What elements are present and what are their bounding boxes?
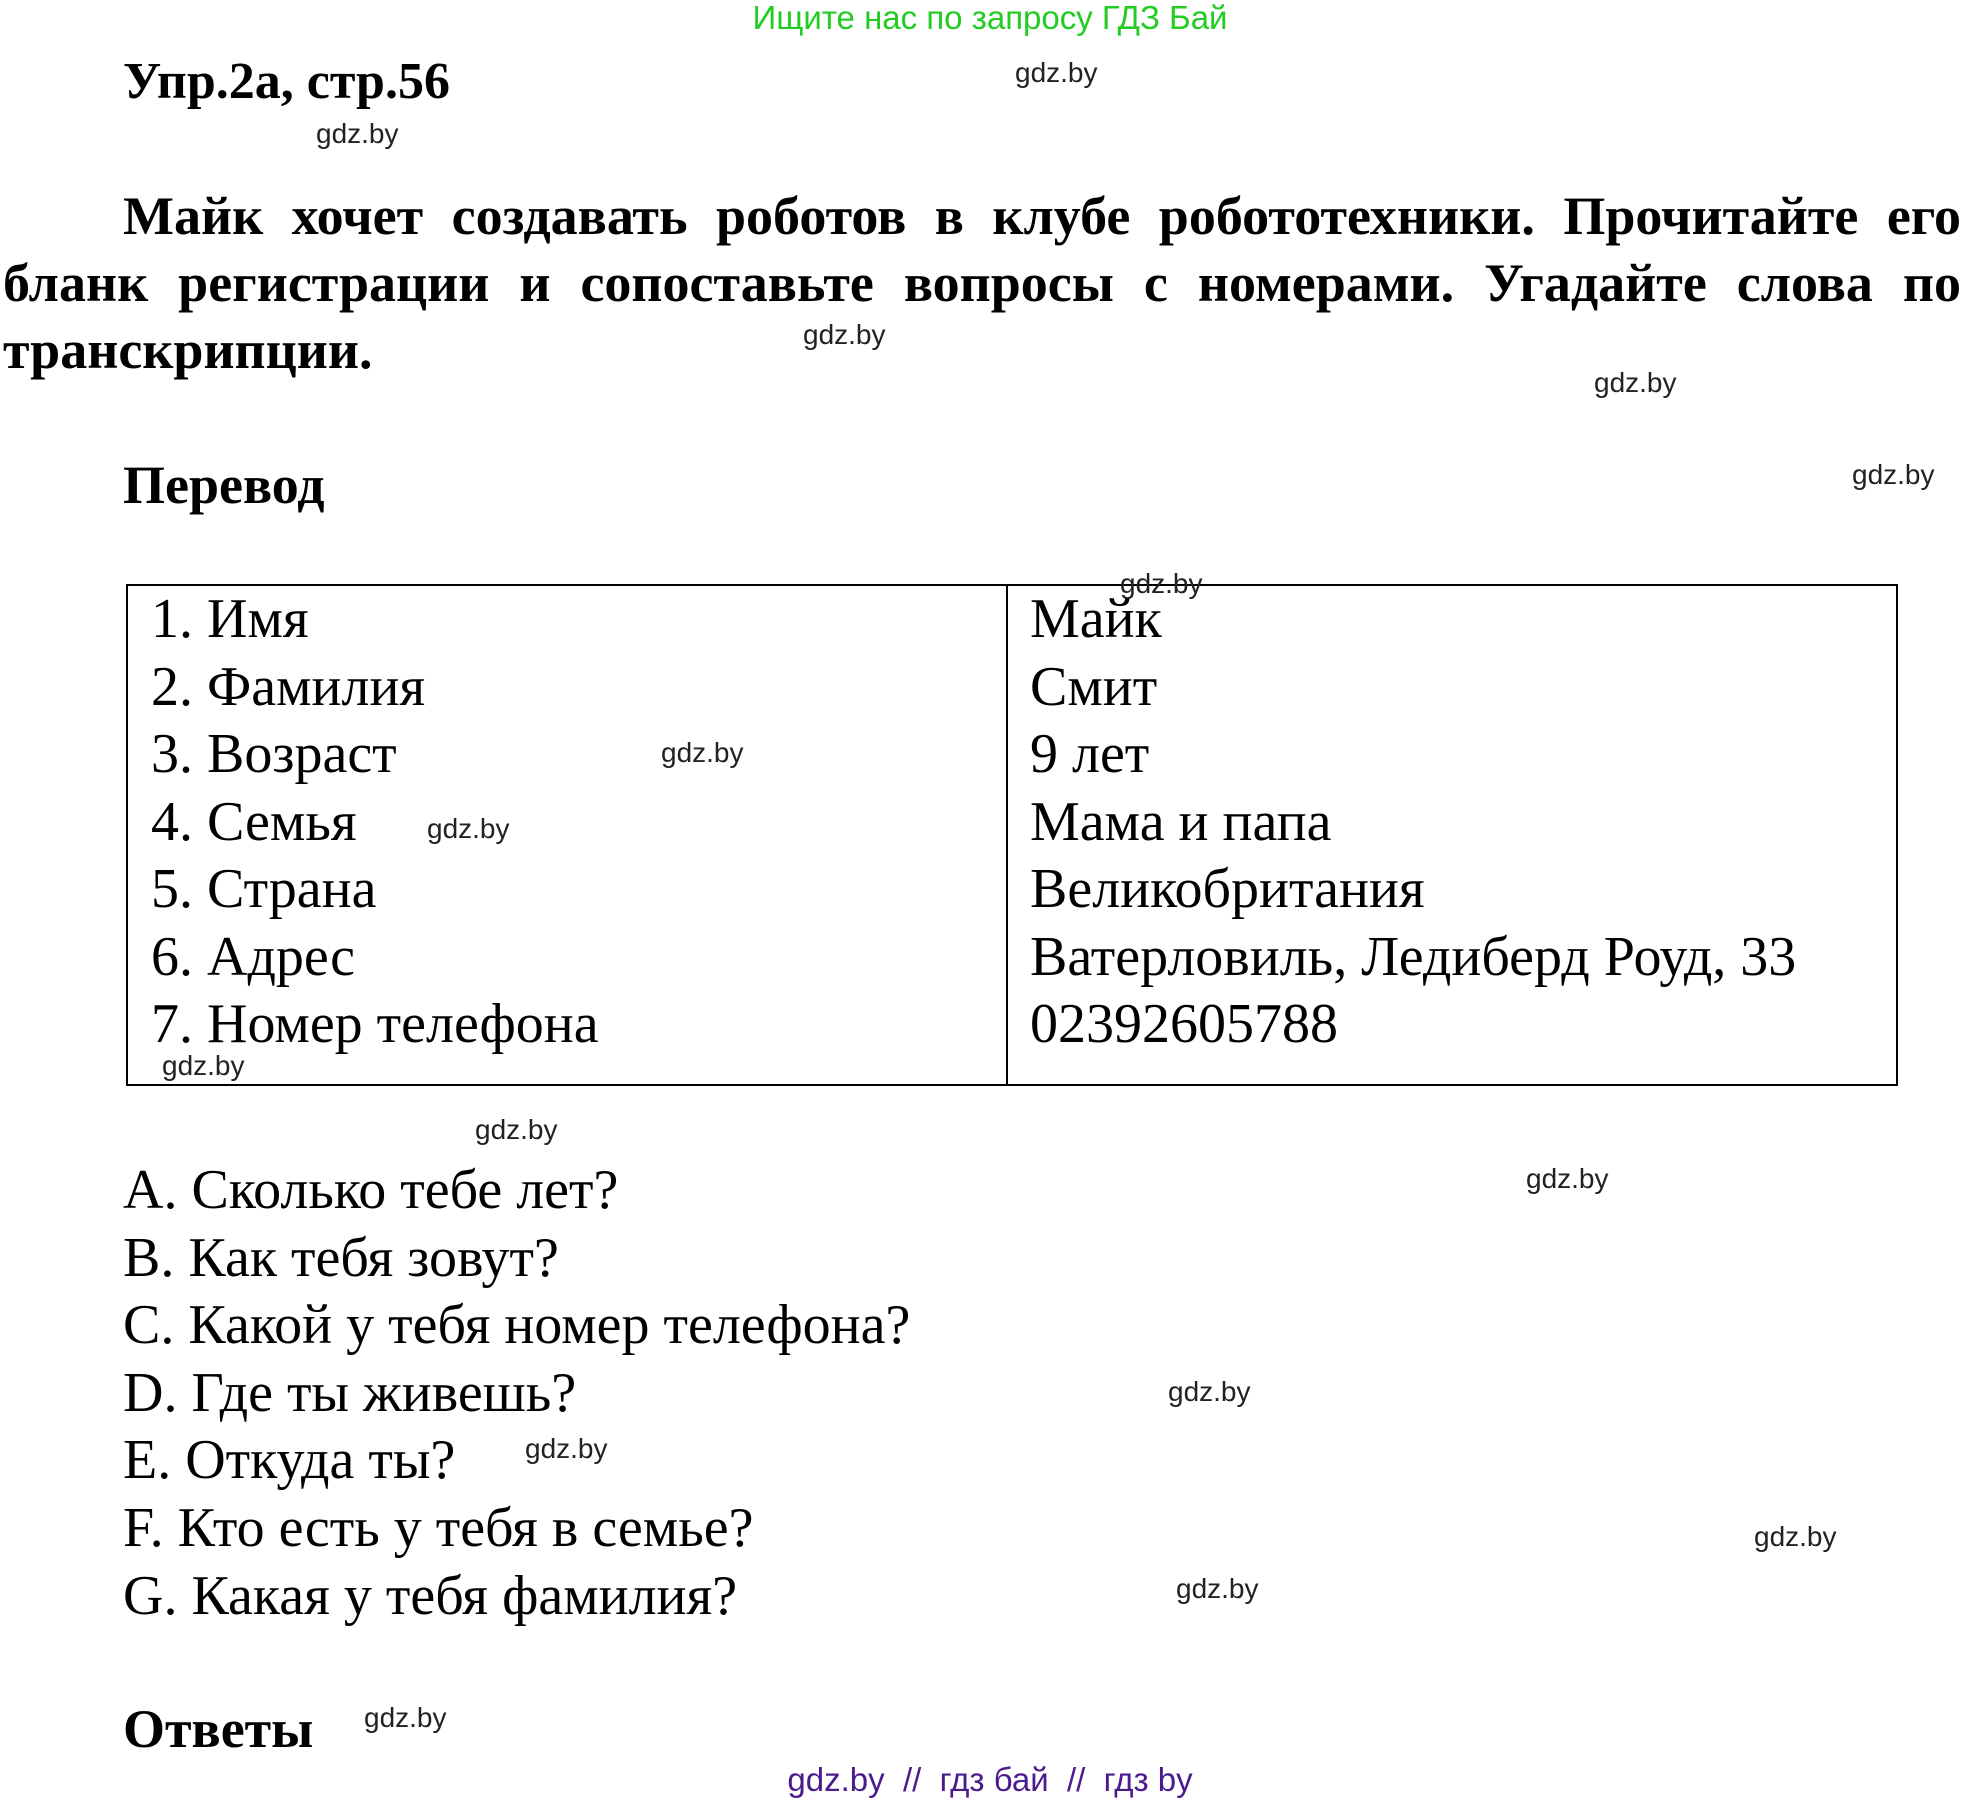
watermark: gdz.by — [661, 737, 744, 768]
form-values-column — [1007, 585, 1897, 1085]
watermark: gdz.by — [803, 319, 886, 350]
form-value: Великобритания — [1030, 858, 1425, 920]
watermark: gdz.by — [1168, 1376, 1251, 1407]
exercise-title: Упр.2а, стр.56 — [123, 53, 450, 110]
top-banner-link[interactable]: Ищите нас по запросу ГДЗ Бай — [752, 0, 1228, 36]
translation-heading: Перевод — [123, 455, 325, 515]
form-fields-column — [127, 585, 1007, 1085]
watermark: gdz.by — [475, 1114, 558, 1145]
form-value: Майк — [1030, 588, 1162, 650]
form-field: 7. Номер телефона — [151, 993, 599, 1055]
watermark: gdz.by — [1176, 1573, 1259, 1604]
watermark: gdz.by — [316, 118, 399, 149]
question-item: A. Сколько тебе лет? — [123, 1159, 619, 1221]
question-item: D. Где ты живешь? — [123, 1361, 577, 1424]
question-item: E. Откуда ты? — [123, 1429, 456, 1492]
watermark: gdz.by — [162, 1050, 245, 1081]
question-item: B. Как тебя зовут? — [123, 1226, 559, 1289]
form-value: 9 лет — [1030, 723, 1150, 785]
watermark: gdz.by — [427, 813, 510, 844]
watermark: gdz.by — [1015, 57, 1098, 88]
watermark: gdz.by — [1852, 459, 1935, 490]
form-field: 4. Семья — [151, 790, 357, 853]
answers-heading: Ответы — [123, 1699, 314, 1759]
exercise-instruction: Майк хочет создавать роботов в клубе робототехники. Прочитайте его бланк регистрации и сопоставьте вопросы с номерами. Угадайте слова по транскрипции. — [3, 186, 1961, 380]
form-value: Мама и папа — [1030, 790, 1332, 853]
form-field: 6. Адрес — [151, 925, 356, 988]
watermark: gdz.by — [1754, 1521, 1837, 1552]
form-field: 2. Фамилия — [151, 655, 426, 718]
form-value: Ватерловиль, Ледиберд Роуд, 33 — [1030, 925, 1797, 988]
question-item: F. Кто есть у тебя в семье? — [123, 1496, 754, 1559]
bottom-banner-link[interactable]: gdz.by // гдз бай // гдз by — [787, 1761, 1193, 1798]
question-item: C. Какой у тебя номер телефона? — [123, 1294, 911, 1357]
questions-list — [123, 1157, 910, 1630]
watermark: gdz.by — [1526, 1163, 1609, 1194]
watermark: gdz.by — [364, 1702, 447, 1733]
form-field: 1. Имя — [151, 588, 309, 650]
form-field: 5. Страна — [151, 858, 377, 920]
watermark: gdz.by — [1594, 367, 1677, 398]
form-value: Смит — [1030, 655, 1158, 718]
watermark: gdz.by — [525, 1433, 608, 1464]
form-value: 02392605788 — [1030, 993, 1338, 1055]
registration-form-table — [126, 584, 1898, 1086]
question-item: G. Какая у тебя фамилия? — [123, 1564, 738, 1627]
form-field: 3. Возраст — [151, 723, 397, 785]
watermark: gdz.by — [1120, 568, 1203, 599]
